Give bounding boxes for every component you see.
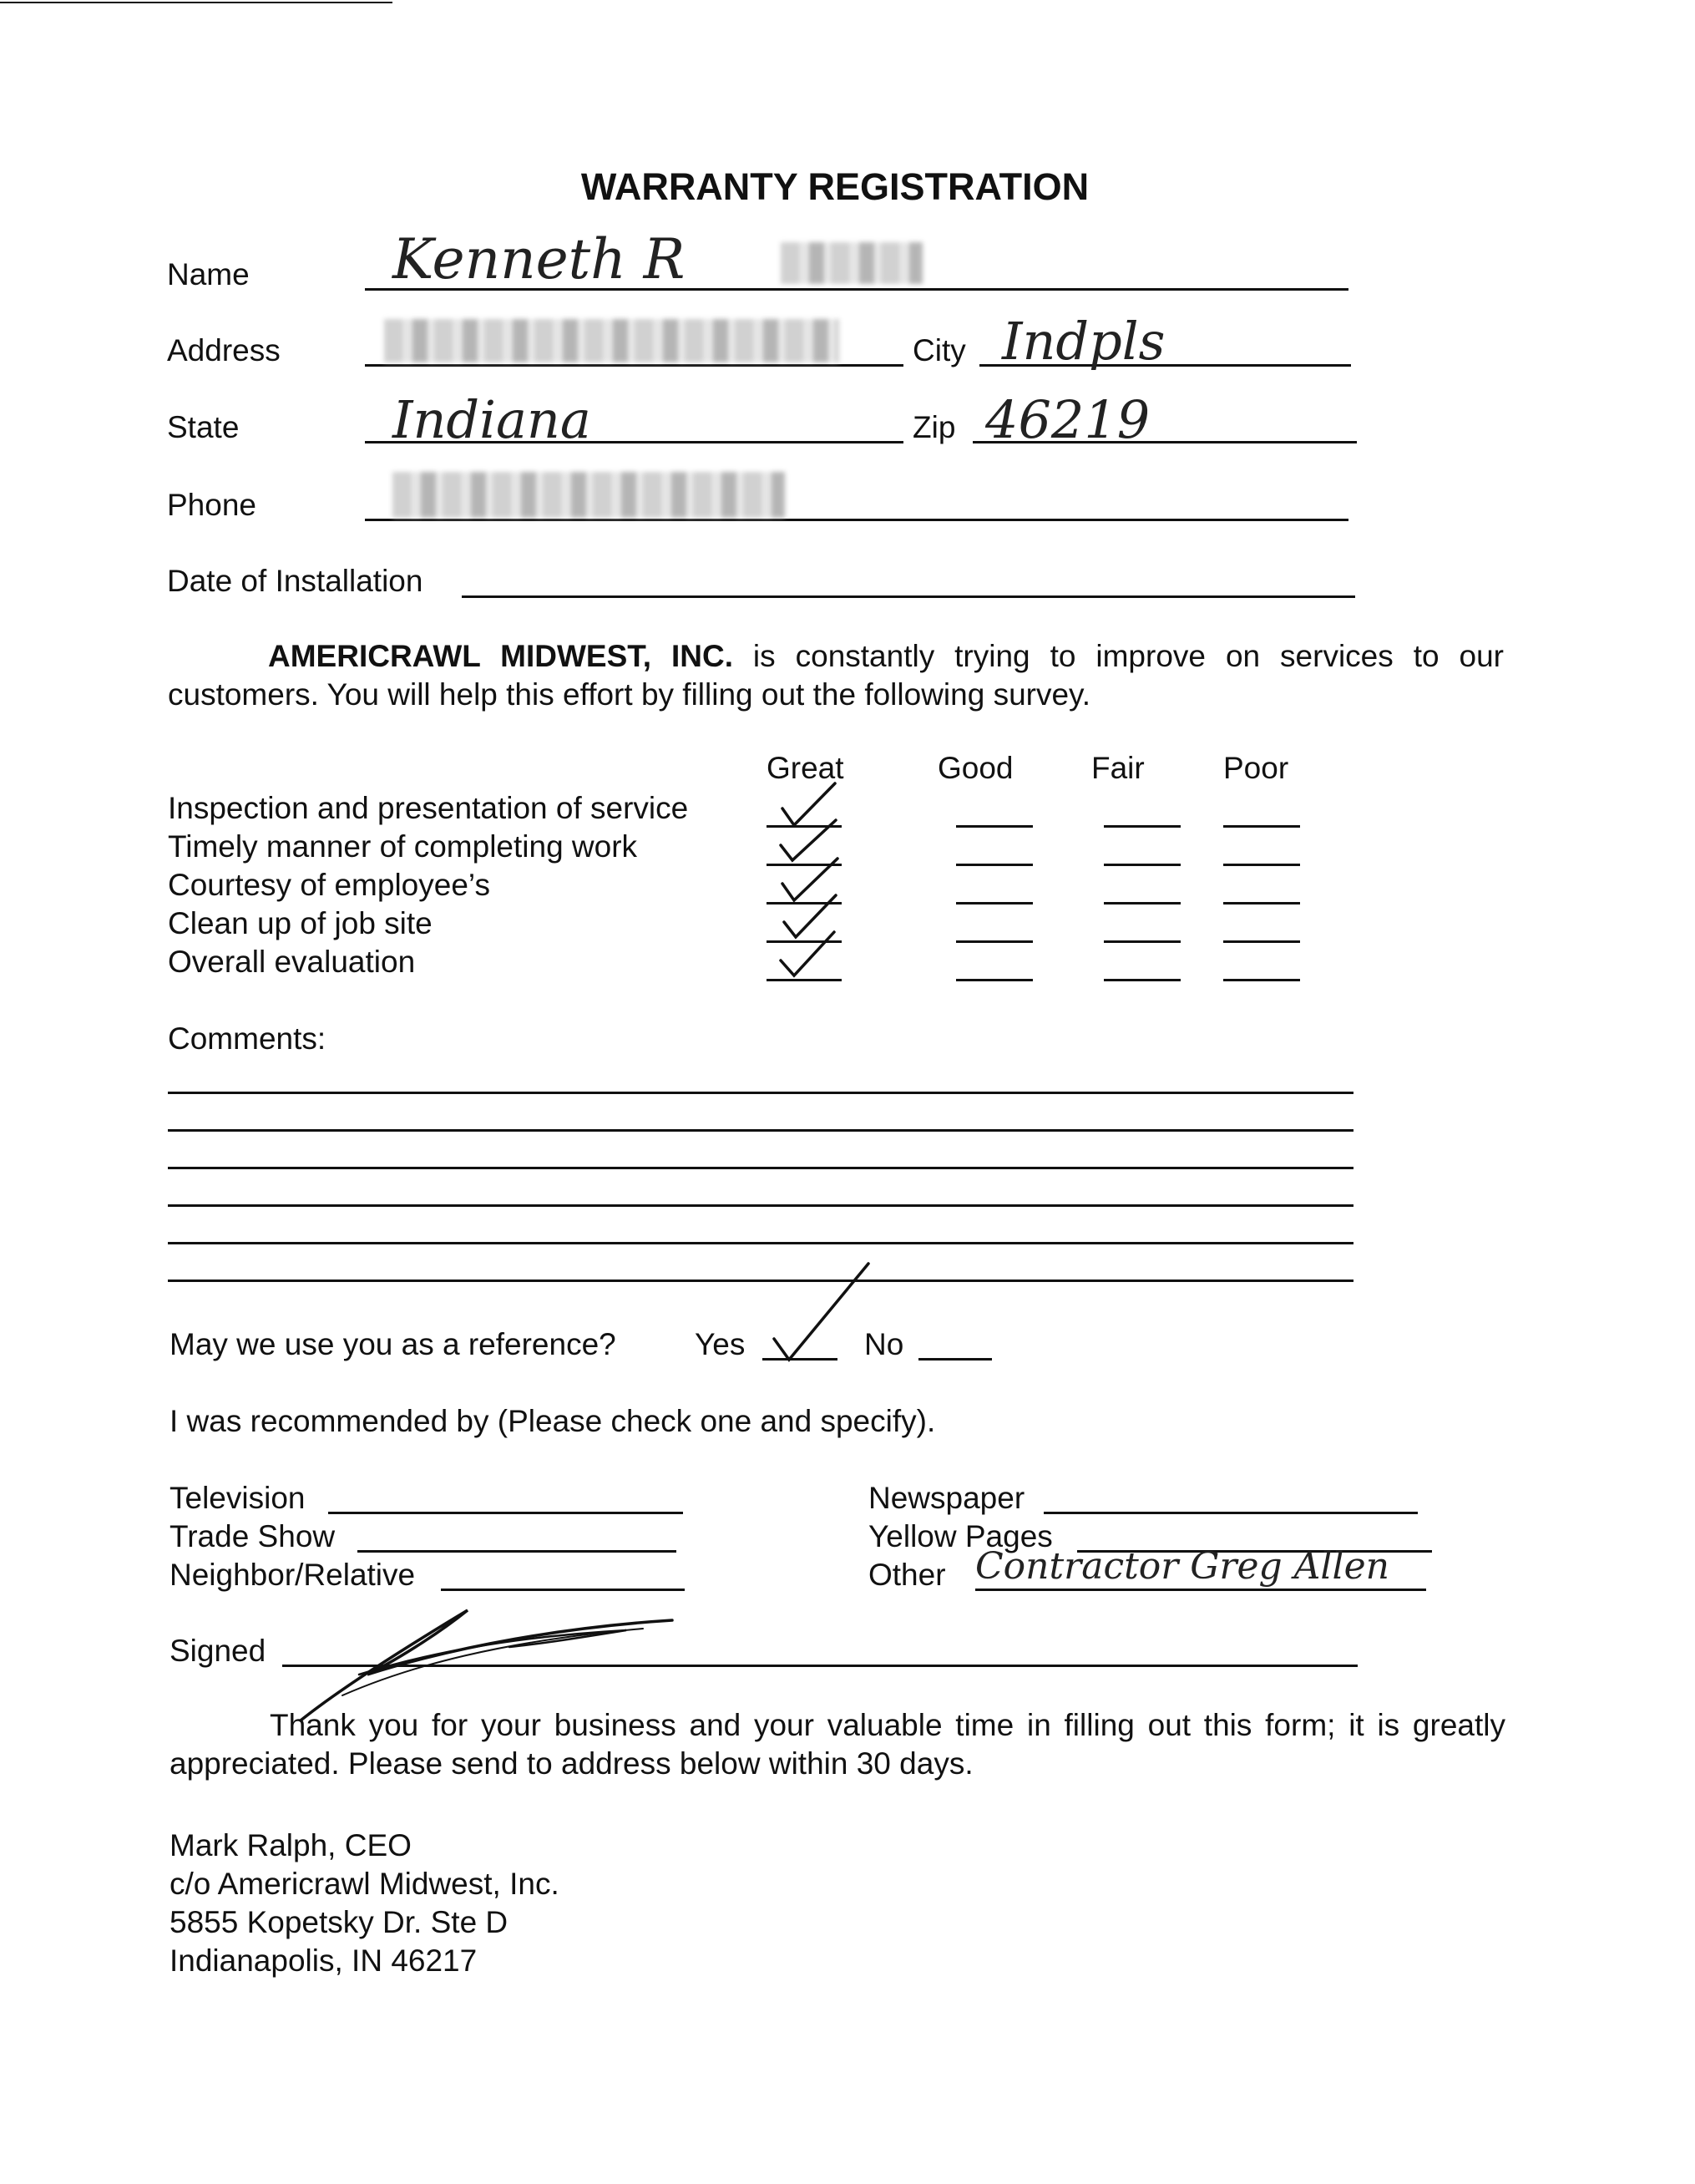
neighbor-line[interactable] — [441, 1589, 685, 1591]
reference-no-label: No — [864, 1327, 904, 1361]
address-redaction — [384, 319, 839, 362]
yellow-pages-label: Yellow Pages — [868, 1519, 1053, 1553]
good-blank[interactable] — [956, 864, 1033, 866]
fair-blank[interactable] — [1104, 825, 1181, 828]
good-blank[interactable] — [956, 825, 1033, 828]
good-blank[interactable] — [956, 979, 1033, 981]
poor-blank[interactable] — [1223, 864, 1300, 866]
no-blank[interactable] — [918, 1358, 992, 1361]
install-date-line — [462, 595, 1355, 598]
city-label: City — [913, 333, 966, 367]
zip-label: Zip — [913, 410, 956, 444]
state-value[interactable]: Indiana — [392, 389, 591, 450]
comment-line[interactable] — [168, 1279, 1353, 1282]
name-redaction — [781, 242, 923, 284]
check-mark-icon — [764, 1259, 881, 1368]
other-line[interactable] — [975, 1589, 1426, 1591]
fair-blank[interactable] — [1104, 902, 1181, 905]
newspaper-line[interactable] — [1044, 1512, 1418, 1514]
city-value[interactable]: Indpls — [1002, 311, 1166, 372]
name-value[interactable]: Kenneth R — [392, 227, 686, 291]
install-date-label: Date of Installation — [167, 564, 423, 598]
check-mark-icon — [764, 752, 848, 986]
comments-label: Comments: — [168, 1021, 326, 1056]
comment-line[interactable] — [168, 1129, 1353, 1132]
comment-line[interactable] — [168, 1242, 1353, 1244]
poor-blank[interactable] — [1223, 979, 1300, 981]
recommended-prompt: I was recommended by (Please check one and specify). — [170, 1404, 936, 1438]
survey-row-label: Overall evaluation — [168, 945, 416, 979]
state-label: State — [167, 410, 240, 444]
col-good: Good — [938, 751, 1014, 785]
comment-line[interactable] — [168, 1092, 1353, 1094]
comment-line[interactable] — [168, 1167, 1353, 1169]
col-poor: Poor — [1223, 751, 1289, 785]
phone-redaction — [392, 472, 785, 518]
fair-blank[interactable] — [1104, 940, 1181, 943]
phone-line — [365, 519, 1348, 521]
television-label: Television — [170, 1481, 306, 1515]
comment-line[interactable] — [168, 1204, 1353, 1207]
col-great: Great — [767, 751, 844, 785]
address-line-4: Indianapolis, IN 46217 — [170, 1943, 478, 1978]
other-label: Other — [868, 1558, 946, 1592]
thanks-paragraph: Thank you for your business and your valuable time in filling out this form; it is greatly appreciated. Please send to address below within 30 days. — [170, 1708, 1505, 1781]
survey-row-label: Timely manner of completing work — [168, 829, 638, 864]
intro-text: is constantly trying to improve on services to our customers. You will help this effort by filling out the following survey. — [168, 639, 1504, 712]
survey-row-label: Courtesy of employee’s — [168, 868, 490, 902]
signed-label: Signed — [170, 1634, 266, 1668]
company-name: AMERICRAWL MIDWEST, INC. — [268, 639, 733, 673]
zip-value[interactable]: 46219 — [985, 389, 1151, 450]
address-label: Address — [167, 333, 281, 367]
television-line[interactable] — [328, 1512, 683, 1514]
name-label: Name — [167, 257, 250, 291]
reference-question: May we use you as a reference? — [170, 1327, 616, 1361]
scan-edge-line — [0, 2, 392, 3]
fair-blank[interactable] — [1104, 979, 1181, 981]
fair-blank[interactable] — [1104, 864, 1181, 866]
other-value[interactable]: Contractor Greg Allen — [975, 1545, 1389, 1588]
survey-row-label: Inspection and presentation of service — [168, 791, 689, 825]
col-fair: Fair — [1091, 751, 1145, 785]
phone-label: Phone — [167, 488, 256, 522]
reference-yes-label: Yes — [695, 1327, 746, 1361]
newspaper-label: Newspaper — [868, 1481, 1025, 1515]
survey-row-label: Clean up of job site — [168, 906, 433, 940]
poor-blank[interactable] — [1223, 825, 1300, 828]
form-title: WARRANTY REGISTRATION — [580, 165, 1090, 208]
address-line-2: c/o Americrawl Midwest, Inc. — [170, 1867, 559, 1901]
good-blank[interactable] — [956, 940, 1033, 943]
address-line-1: Mark Ralph, CEO — [170, 1828, 412, 1862]
neighbor-label: Neighbor/Relative — [170, 1558, 416, 1592]
poor-blank[interactable] — [1223, 940, 1300, 943]
trade-show-line[interactable] — [357, 1550, 676, 1553]
intro-paragraph — [168, 637, 1504, 714]
address-line-3: 5855 Kopetsky Dr. Ste D — [170, 1905, 508, 1939]
address-line — [365, 364, 903, 367]
good-blank[interactable] — [956, 902, 1033, 905]
trade-show-label: Trade Show — [170, 1519, 336, 1553]
poor-blank[interactable] — [1223, 902, 1300, 905]
